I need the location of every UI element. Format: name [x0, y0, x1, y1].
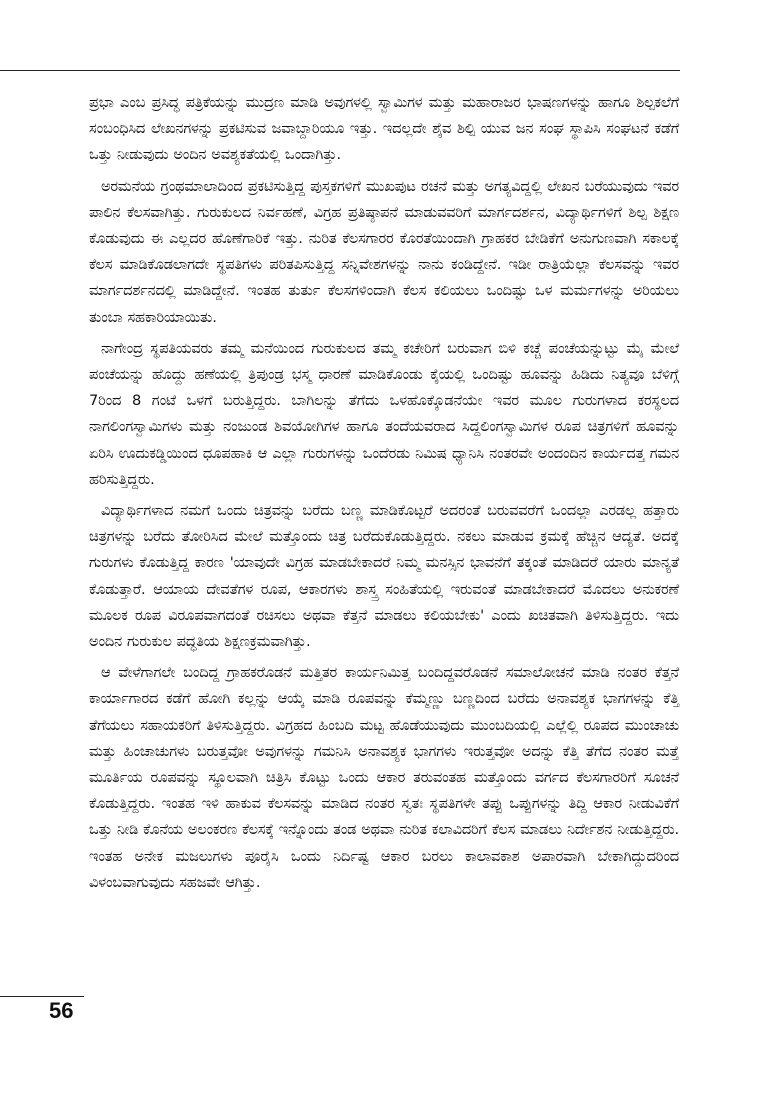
- page-number: 56: [49, 998, 74, 1023]
- paragraph: ಪ್ರಭಾ ಎಂಬ ಪ್ರಸಿದ್ಧ ಪತ್ರಿಕೆಯನ್ನು ಮುದ್ರಣ ಮಾಡಿ ಅವುಗಳಲ್ಲಿ ಸ್ವಾಮಿಗಳ ಮತ್ತು ಮಹಾರಾಜರ ಭಾಷಣಗಳನ್ನು ಹಾಗೂ ಶಿಲ್ಪಕಲೆಗೆ ಸಂಬಂಧಿಸಿದ ಲೇಖನಗಳನ್ನು ಪ್ರಕಟಿಸುವ ಜವಾಬ್ದಾರಿಯೂ ಇತ್ತು. ಇದಲ್ಲದೇ ಶೈವ ಶಿಲ್ಪಿ ಯುವ ಜನ ಸಂಘ ಸ್ಥಾಪಿಸಿ ಸಂಘಟನೆ ಕಡೆಗೆ ಒತ್ತು ನೀಡುವುದು ಅಂದಿನ ಅವಶ್ಯಕತೆಯಲ್ಲಿ ಒಂದಾಗಿತ್ತು.: [89, 94, 679, 164]
- body-text: [89, 90, 679, 901]
- paragraph: ಅರಮನೆಯ ಗ್ರಂಥಮಾಲಾದಿಂದ ಪ್ರಕಟಿಸುತ್ತಿದ್ದ ಪುಸ್ತಕಗಳಿಗೆ ಮುಖಪುಟ ರಚನೆ ಮತ್ತು ಅಗತ್ಯವಿದ್ದಲ್ಲಿ ಲೇಖನ ಬರೆಯುವುದು ಇವರ ಪಾಲಿನ ಕೆಲಸವಾಗಿತ್ತು. ಗುರುಕುಲದ ನಿರ್ವಹಣೆ, ವಿಗ್ರಹ ಪ್ರತಿಷ್ಠಾಪನೆ ಮಾಡುವವರಿಗೆ ಮಾರ್ಗದರ್ಶನ, ವಿದ್ಯಾರ್ಥಿಗಳಿಗೆ ಶಿಲ್ಪ ಶಿಕ್ಷಣ ಕೊಡುವುದು ಈ ಎಲ್ಲದರ ಹೊಣೆಗಾರಿಕೆ ಇತ್ತು. ನುರಿತ ಕೆಲಸಗಾರರ ಕೊರತೆಯಿಂದಾಗಿ ಗ್ರಾಹಕರ ಬೇಡಿಕೆಗೆ ಅನುಗುಣವಾಗಿ ಸಕಾಲಕ್ಕೆ ಕೆಲಸ ಮಾಡಿಕೊಡಲಾಗದೇ ಸ್ಥಪತಿಗಳು ಪರಿತಪಿಸುತ್ತಿದ್ದ ಸನ್ನಿವೇಶಗಳನ್ನು ನಾನು ಕಂಡಿದ್ದೇನೆ. ಇಡೀ ರಾತ್ರಿಯೆಲ್ಲಾ ಕೆಲಸವನ್ನು ಇವರ ಮಾರ್ಗದರ್ಶನದಲ್ಲಿ ಮಾಡಿದ್ದೇನೆ. ಇಂತಹ ತುರ್ತು ಕೆಲಸಗಳಿಂದಾಗಿ ಕೆಲಸ ಕಲಿಯಲು ಒಂದಿಷ್ಟು ಒಳ ಮರ್ಮಗಳನ್ನು ಅರಿಯಲು ತುಂಬಾ ಸಹಕಾರಿಯಾಯಿತು.: [89, 177, 679, 326]
- paragraph: ವಿದ್ಯಾರ್ಥಿಗಳಾದ ನಮಗೆ ಒಂದು ಚಿತ್ರವನ್ನು ಬರೆದು ಬಣ್ಣ ಮಾಡಿಕೊಟ್ಟರೆ ಅದರಂತೆ ಬರುವವರೆಗೆ ಒಂದಲ್ಲಾ ಎರಡಲ್ಲ ಹತ್ತಾರು ಚಿತ್ರಗಳನ್ನು ಬರೆದು ತೋರಿಸಿದ ಮೇಲೆ ಮತ್ತೊಂದು ಚಿತ್ರ ಬರೆದುಕೊಡುತ್ತಿದ್ದರು. ನಕಲು ಮಾಡುವ ಕ್ರಮಕ್ಕೆ ಹೆಚ್ಚಿನ ಆದ್ಯತೆ. ಅದಕ್ಕೆ ಗುರುಗಳು ಕೊಡುತ್ತಿದ್ದ ಕಾರಣ 'ಯಾವುದೇ ವಿಗ್ರಹ ಮಾಡಬೇಕಾದರೆ ನಿಮ್ಮ ಮನಸ್ಸಿನ ಭಾವನೆಗೆ ತಕ್ಕಂತೆ ಮಾಡಿದರೆ ಯಾರು ಮಾನ್ಯತೆ ಕೊಡುತ್ತಾರೆ. ಆಯಾಯ ದೇವತೆಗಳ ರೂಪ, ಆಕಾರಗಳು ಶಾಸ್ತ್ರ ಸಂಹಿತೆಯಲ್ಲಿ ಇರುವಂತೆ ಮಾಡಬೇಕಾದರೆ ಮೊದಲು ಅನುಕರಣೆ ಮೂಲಕ ರೂಪ ವಿರೂಪವಾಗದಂತೆ ರಚಿಸಲು ಅಥವಾ ಕೆತ್ತನೆ ಮಾಡಲು ಕಲಿಯಬೇಕು' ಎಂದು ಖಚಿತವಾಗಿ ತಿಳಿಸುತ್ತಿದ್ದರು. ಇದು ಅಂದಿನ ಗುರುಕುಲ ಪದ್ಧತಿಯ ಶಿಕ್ಷಣಕ್ರಮವಾಗಿತ್ತು.: [89, 502, 679, 651]
- paragraph: ನಾಗೇಂದ್ರ ಸ್ಥಪತಿಯವರು ತಮ್ಮ ಮನೆಯಿಂದ ಗುರುಕುಲದ ತಮ್ಮ ಕಚೇರಿಗೆ ಬರುವಾಗ ಬಿಳಿ ಕಚ್ಚೆ ಪಂಚೆಯನ್ನುಟ್ಟು ಮೈ ಮೇಲೆ ಪಂಚೆಯನ್ನು ಹೊದ್ದು ಹಣೆಯಲ್ಲಿ ತ್ರಿಪುಂಡ್ರ ಭಸ್ಮ ಧಾರಣೆ ಮಾಡಿಕೊಂಡು ಕೈಯಲ್ಲಿ ಒಂದಿಷ್ಟು ಹೂವನ್ನು ಹಿಡಿದು ನಿತ್ಯವೂ ಬೆಳಿಗ್ಗೆ 7ರಿಂದ 8 ಗಂಟೆ ಒಳಗೆ ಬರುತ್ತಿದ್ದರು. ಬಾಗಿಲನ್ನು ತೆಗೆದು ಒಳಹೊಕ್ಕೊಡನೆಯೇ ಇವರ ಮೂಲ ಗುರುಗಳಾದ ಕರಸ್ಥಲದ ನಾಗಲಿಂಗಸ್ವಾಮಿಗಳು ಮತ್ತು ನಂಜುಂಡ ಶಿವಯೋಗಿಗಳ ಹಾಗೂ ತಂದೆಯವರಾದ ಸಿದ್ದಲಿಂಗಸ್ವಾಮಿಗಳ ರೂಪ ಚಿತ್ರಗಳಿಗೆ ಹೂವನ್ನು ಏರಿಸಿ ಊದುಕಡ್ಡಿಯಿಂದ ಧೂಪಹಾಕಿ ಆ ಎಲ್ಲಾ ಗುರುಗಳನ್ನು ಒಂದೆರಡು ನಿಮಿಷ ಧ್ಯಾನಿಸಿ ನಂತರವೇ ಅಂದಂದಿನ ಕಾರ್ಯದತ್ತ ಗಮನ ಹರಿಸುತ್ತಿದ್ದರು.: [89, 339, 679, 488]
- paragraph: ಆ ವೇಳೆಗಾಗಲೇ ಬಂದಿದ್ದ ಗ್ರಾಹಕರೊಡನೆ ಮತ್ತಿತರ ಕಾರ್ಯನಿಮಿತ್ತ ಬಂದಿದ್ದವರೊಡನೆ ಸಮಾಲೋಚನೆ ಮಾಡಿ ನಂತರ ಕೆತ್ತನೆ ಕಾರ್ಯಾಗಾರದ ಕಡೆಗೆ ಹೋಗಿ ಕಲ್ಲನ್ನು ಆಯ್ಕೆ ಮಾಡಿ ರೂಪವನ್ನು ಕೆಮ್ಮಣ್ಣು ಬಣ್ಣದಿಂದ ಬರೆದು ಅನಾವಶ್ಯಕ ಭಾಗಗಳನ್ನು ಕೆತ್ತಿ ತೆಗೆಯಲು ಸಹಾಯಕರಿಗೆ ತಿಳಿಸುತ್ತಿದ್ದರು. ವಿಗ್ರಹದ ಹಿಂಬದಿ ಮಟ್ಟ ಹೊಡೆಯುವುದು ಮುಂಬದಿಯಲ್ಲಿ ಎಲ್ಲೆಲ್ಲಿ ರೂಪದ ಮುಂಚಾಚು ಮತ್ತು ಹಿಂಚಾಚುಗಳು ಬರುತ್ತವೋ ಅವುಗಳನ್ನು ಗಮನಿಸಿ ಅನಾವಶ್ಯಕ ಭಾಗಗಳು ಇರುತ್ತವೋ ಅದನ್ನು ಕೆತ್ತಿ ತೆಗೆದ ನಂತರ ಮತ್ತೆ ಮೂರ್ತಿಯ ರೂಪವನ್ನು ಸ್ಥೂಲವಾಗಿ ಚಿತ್ರಿಸಿ ಕೊಟ್ಟು ಒಂದು ಆಕಾರ ತರುವಂತಹ ಮತ್ತೊಂದು ವರ್ಗದ ಕೆಲಸಗಾರರಿಗೆ ಸೂಚನೆ ಕೊಡುತ್ತಿದ್ದರು. ಇಂತಹ ಇಳಿ ಹಾಕುವ ಕೆಲಸವನ್ನು ಮಾಡಿದ ನಂತರ ಸ್ವತಃ ಸ್ಥಪತಿಗಳೇ ತಪ್ಪು ಒಪ್ಪುಗಳನ್ನು ತಿದ್ದಿ ಆಕಾರ ನೀಡುವಿಕೆಗೆ ಒತ್ತು ನೀಡಿ ಕೊನೆಯ ಅಲಂಕರಣ ಕೆಲಸಕ್ಕೆ ಇನ್ನೊಂದು ತಂಡ ಅಥವಾ ನುರಿತ ಕಲಾವಿದರಿಗೆ ಕೆಲಸ ಮಾಡಲು ನಿರ್ದೇಶನ ನೀಡುತ್ತಿದ್ದರು. ಇಂತಹ ಅನೇಕ ಮಜಲುಗಳು ಪೂರೈಸಿ ಒಂದು ನಿರ್ದಿಷ್ಟ ಆಕಾರ ಬರಲು ಕಾಲಾವಕಾಶ ಅಪಾರವಾಗಿ ಬೇಕಾಗಿದ್ದುದರಿಂದ ವಿಳಂಬವಾಗುವುದು ಸಹಜವೇ ಆಗಿತ್ತು.: [89, 664, 679, 891]
- header-rule: [0, 70, 680, 71]
- footer-rule: [0, 996, 84, 997]
